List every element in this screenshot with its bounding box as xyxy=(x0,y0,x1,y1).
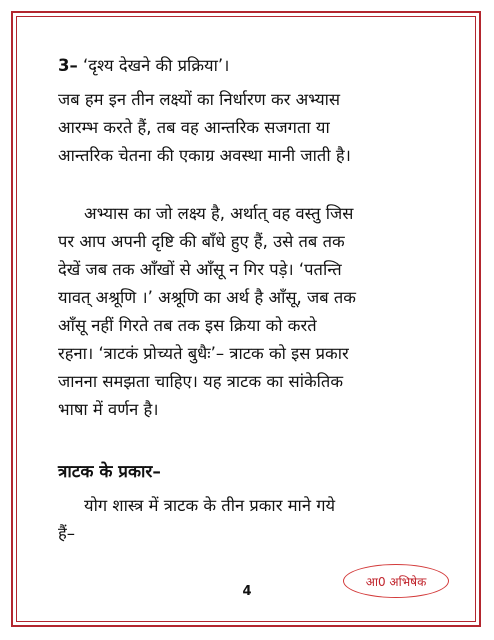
sub-heading: त्राटक के प्रकार– xyxy=(58,462,161,482)
section-title: ‘दृश्य देखने की प्रक्रिया’। xyxy=(77,56,230,75)
paragraph-2: अभ्यास का जो लक्ष्य है, अर्थात् वह वस्तु जिस पर आप अपनी दृष्टि की बाँधे हुए हैं, उसे तब तक देखें जब तक आँखों से आँसू न गिर पड़े। ‘पतन्ति यावत् अश्रूणि ।’ अश्रूणि का अर्थ है आँसू, जब तक आँसू नहीं गिरते तब तक इस क्रिया को करते रहना। ‘त्राटकं प्रोच्यते बुधैः’– त्राटक को इस प्रकार जानना समझता चाहिए। यह त्राटक का सांकेतिक भाषा में वर्णन है। xyxy=(58,204,356,419)
section-heading xyxy=(58,52,446,80)
page-content xyxy=(58,52,446,548)
paragraph-3: योग शास्त्र में त्राटक के तीन प्रकार माने गये हैं– xyxy=(58,496,336,543)
section-number: 3– xyxy=(58,56,78,75)
paragraph-1: जब हम इन तीन लक्ष्यों का निर्धारण कर अभ्यास आरम्भ करते हैं, तब वह आन्तरिक सजगता या आन्तरिक चेतना की एकाग्र अवस्था मानी जाती है। xyxy=(58,90,351,165)
page-number: 4 xyxy=(242,584,252,599)
author-stamp: आ0 अभिषेक xyxy=(343,564,449,598)
